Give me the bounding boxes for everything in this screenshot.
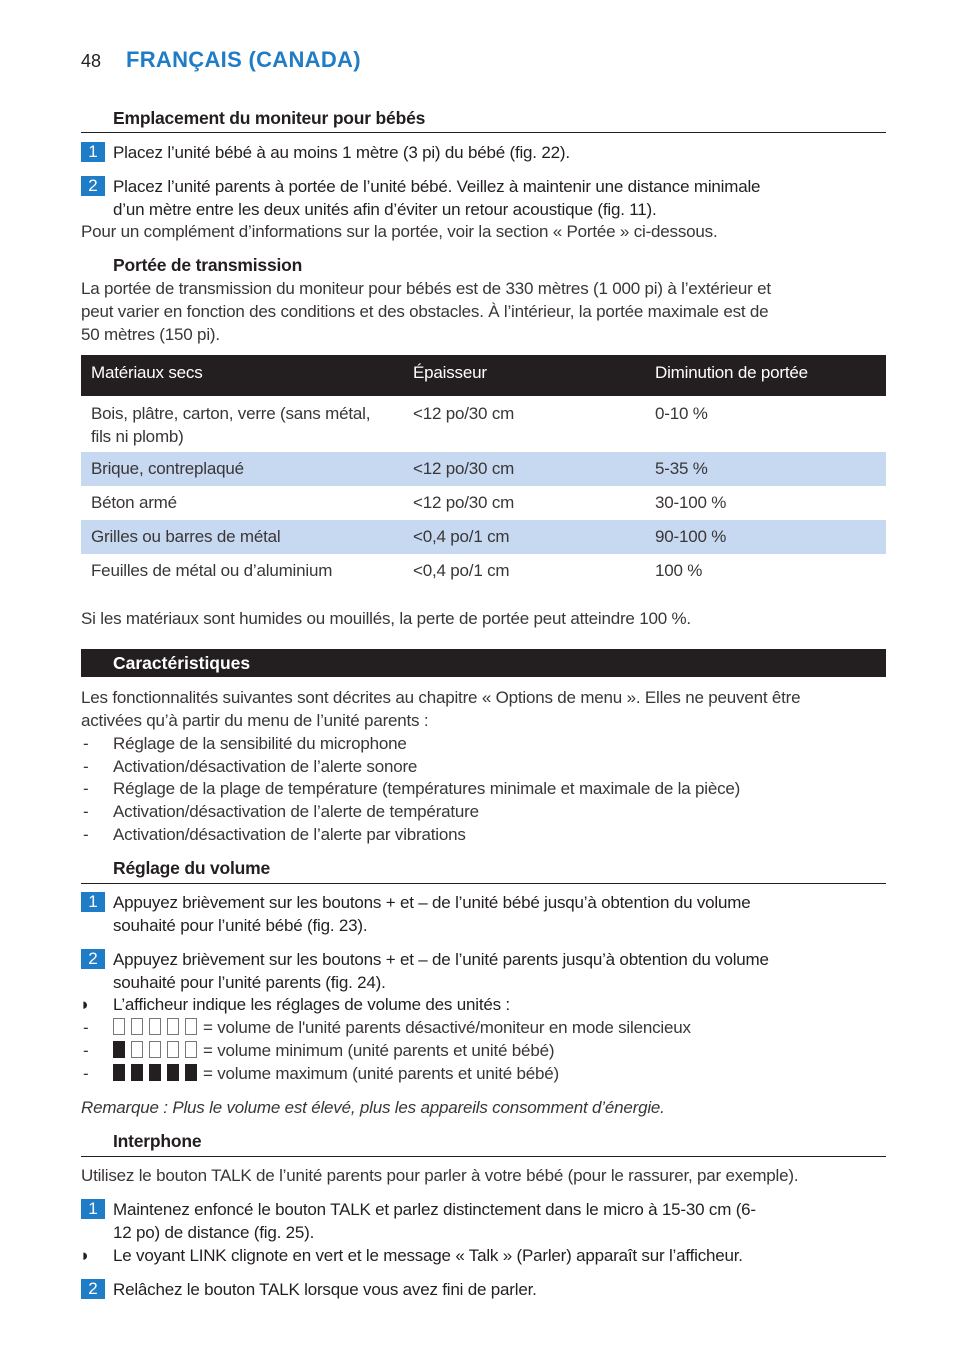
table-header (81, 355, 886, 396)
section-language-title: FRANÇAIS (CANADA) (126, 47, 361, 72)
step-text: Placez l’unité parents à portée de l’unité bébé. Veillez à maintenir une distance minimale (113, 177, 761, 196)
volume-bar-empty-icon (185, 1041, 197, 1058)
divider (81, 1156, 886, 1157)
step-text: Appuyez brièvement sur les boutons + et – de l’unité bébé jusqu’à obtention du volume (113, 893, 751, 912)
volume-bar-empty-icon (113, 1018, 125, 1035)
volume-bar-filled-icon (131, 1064, 143, 1081)
step-text: souhaité pour l’unité bébé (fig. 23). (113, 916, 368, 935)
dash-bullet: - (83, 734, 89, 753)
table-cell: Brique, contreplaqué (91, 459, 244, 478)
step-text: souhaité pour l’unité parents (fig. 24). (113, 973, 386, 992)
volume-bar-empty-icon (167, 1041, 179, 1058)
volume-bar-filled-icon (113, 1064, 125, 1081)
dash-bullet: - (83, 824, 89, 844)
volume-level-row (113, 1016, 691, 1039)
table-row (81, 486, 886, 520)
table-cell: Bois, plâtre, carton, verre (sans métal, (91, 404, 371, 423)
step-text: Relâchez le bouton TALK lorsque vous avez fini de parler. (113, 1280, 537, 1299)
volume-bar-empty-icon (149, 1041, 161, 1058)
table-cell: <0,4 po/1 cm (413, 561, 510, 580)
result-bullet-icon: ◗ (80, 995, 91, 1014)
volume-level-text: = volume maximum (unité parents et unité bébé) (203, 1064, 560, 1083)
table-cell: 5-35 % (655, 459, 708, 478)
divider (81, 132, 886, 133)
heading-placement: Emplacement du moniteur pour bébés (113, 108, 426, 128)
table-row (81, 396, 886, 452)
volume-level-row (113, 1039, 554, 1062)
volume-bar-filled-icon (113, 1041, 125, 1058)
dash-bullet: - (83, 1041, 89, 1060)
volume-bar-filled-icon (167, 1064, 179, 1081)
table-cell: Béton armé (91, 493, 177, 512)
table-row (81, 554, 886, 588)
column-header: Épaisseur (413, 363, 487, 382)
volume-bar-empty-icon (131, 1018, 143, 1035)
volume-level-row (113, 1062, 559, 1085)
feature-item: Activation/désactivation de l’alerte sonore (113, 756, 418, 776)
table-cell: <12 po/30 cm (413, 493, 515, 512)
features-para: activées qu’à partir du menu de l’unité parents : (81, 711, 429, 730)
feature-item: Réglage de la sensibilité du microphone (113, 734, 407, 753)
section-bar-features (81, 649, 886, 677)
volume-bar-empty-icon (131, 1041, 143, 1058)
range-para: 50 mètres (150 pi). (81, 325, 220, 344)
result-bullet-icon: ◗ (80, 1246, 91, 1265)
step-text: d’un mètre entre les deux unités afin d’éviter un retour acoustique (fig. 11). (113, 200, 657, 219)
column-header: Matériaux secs (91, 363, 203, 382)
dash-bullet: - (83, 802, 89, 822)
volume-bar-empty-icon (149, 1018, 161, 1035)
step-text: 12 po) de distance (fig. 25). (113, 1223, 315, 1242)
table-cell: 90-100 % (655, 527, 727, 546)
step-text: Appuyez brièvement sur les boutons + et – de l’unité parents jusqu’à obtention du volume (113, 950, 769, 969)
heading-range: Portée de transmission (113, 255, 303, 275)
table-cell: 30-100 % (655, 493, 727, 512)
dash-bullet: - (83, 779, 89, 799)
dash-bullet: - (83, 756, 89, 776)
remark: Remarque : Plus le volume est élevé, plus les appareils consomment d’énergie. (81, 1098, 665, 1117)
step-badge: 1 (81, 1199, 105, 1219)
table-row (81, 452, 886, 486)
result-text: Le voyant LINK clignote en vert et le message « Talk » (Parler) apparaît sur l’afficheur. (113, 1246, 743, 1265)
table-cell: Grilles ou barres de métal (91, 527, 281, 546)
step-badge: 2 (81, 1279, 105, 1299)
page-number: 48 (81, 51, 102, 71)
feature-item: Activation/désactivation de l’alerte de température (113, 802, 479, 822)
features-para: Les fonctionnalités suivantes sont décrites au chapitre « Options de menu ». Elles ne peuvent être (81, 688, 801, 707)
volume-bar-empty-icon (167, 1018, 179, 1035)
feature-item: Activation/désactivation de l’alerte par vibrations (113, 824, 466, 844)
heading-volume: Réglage du volume (113, 858, 271, 878)
divider (81, 883, 886, 884)
table-cell: <12 po/30 cm (413, 404, 515, 423)
intercom-para: Utilisez le bouton TALK de l’unité parents pour parler à votre bébé (pour le rassurer, par exemple). (81, 1166, 799, 1185)
step-badge: 1 (81, 892, 105, 912)
range-para: La portée de transmission du moniteur pour bébés est de 330 mètres (1 000 pi) à l’extérieur et (81, 279, 771, 298)
volume-bar-filled-icon (149, 1064, 161, 1081)
placement-note: Pour un complément d’informations sur la portée, voir la section « Portée » ci-dessous. (81, 222, 718, 241)
wet-note: Si les matériaux sont humides ou mouillés, la perte de portée peut atteindre 100 %. (81, 609, 691, 628)
column-header: Diminution de portée (655, 363, 808, 382)
result-text: L’afficheur indique les réglages de volume des unités : (113, 995, 510, 1014)
step-badge: 2 (81, 176, 105, 196)
step-badge: 1 (81, 142, 105, 162)
table-row (81, 520, 886, 554)
volume-bar-empty-icon (185, 1018, 197, 1035)
heading-intercom: Interphone (113, 1131, 202, 1151)
dash-bullet: - (83, 1018, 89, 1037)
step-text: Placez l’unité bébé à au moins 1 mètre (3 pi) du bébé (fig. 22). (113, 143, 570, 162)
materials-table (81, 355, 886, 588)
table-cell: 100 % (655, 561, 703, 580)
table-cell: Feuilles de métal ou d’aluminium (91, 561, 333, 580)
range-para: peut varier en fonction des conditions et des obstacles. À l’intérieur, la portée maximale est de (81, 302, 769, 321)
table-cell: <12 po/30 cm (413, 459, 515, 478)
step-badge: 2 (81, 949, 105, 969)
table-cell: 0-10 % (655, 404, 708, 423)
table-cell: fils ni plomb) (91, 427, 184, 446)
volume-level-text: = volume minimum (unité parents et unité bébé) (203, 1041, 555, 1060)
volume-bar-filled-icon (185, 1064, 197, 1081)
step-text: Maintenez enfoncé le bouton TALK et parlez distinctement dans le micro à 15-30 cm (6- (113, 1200, 756, 1219)
heading-features: Caractéristiques (113, 653, 251, 673)
dash-bullet: - (83, 1064, 89, 1083)
feature-item: Réglage de la plage de température (températures minimale et maximale de la pièce) (113, 779, 741, 799)
table-cell: <0,4 po/1 cm (413, 527, 510, 546)
volume-level-text: = volume de l'unité parents désactivé/moniteur en mode silencieux (203, 1018, 691, 1037)
